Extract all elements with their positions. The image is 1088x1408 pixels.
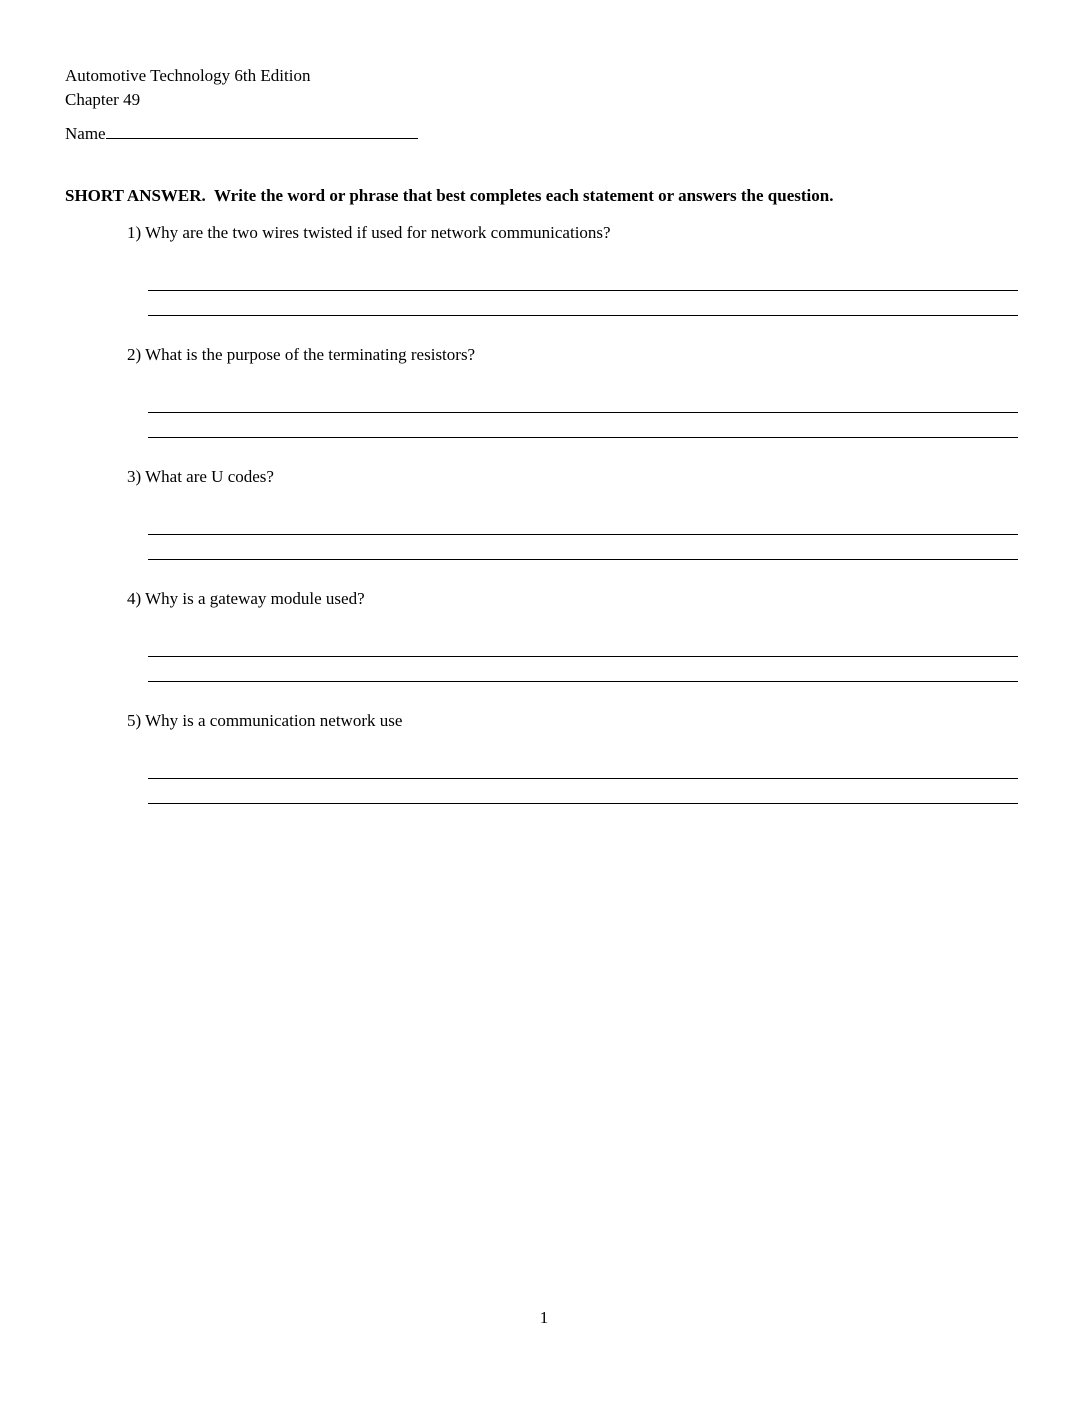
section-heading: SHORT ANSWER. Write the word or phrase that best completes each statement or answers the question. [65,186,834,205]
answer-lines [148,266,1018,316]
answer-line [148,266,1018,291]
answer-line [148,510,1018,535]
answer-lines [148,510,1018,560]
question-block [0,344,1088,438]
question-text: 3) What are U codes? [127,467,274,486]
questions-list [0,222,1088,832]
question-text: 4) Why is a gateway module used? [127,589,365,608]
question-text: 2) What is the purpose of the terminating resistors? [127,345,476,364]
question-block [0,466,1088,560]
answer-line [148,413,1018,438]
document-header [65,64,310,112]
answer-lines [148,754,1018,804]
name-label: Name [65,124,106,143]
answer-line [148,535,1018,560]
document-subtitle: Chapter 49 [65,90,141,109]
question-text: 1) Why are the two wires twisted if used for network communications? [127,223,611,242]
question-block [0,588,1088,682]
answer-line [148,632,1018,657]
question-block [0,222,1088,316]
name-blank-line [106,122,418,139]
question-block [0,710,1088,804]
answer-line [148,388,1018,413]
name-row [65,122,418,144]
answer-line [148,779,1018,804]
document-title: Automotive Technology 6th Edition [65,66,311,85]
answer-line [148,291,1018,316]
page-number: 1 [539,1308,549,1327]
answer-line [148,657,1018,682]
question-text: 5) Why is a communication network use [127,711,403,730]
answer-lines [148,388,1018,438]
answer-line [148,754,1018,779]
answer-lines [148,632,1018,682]
